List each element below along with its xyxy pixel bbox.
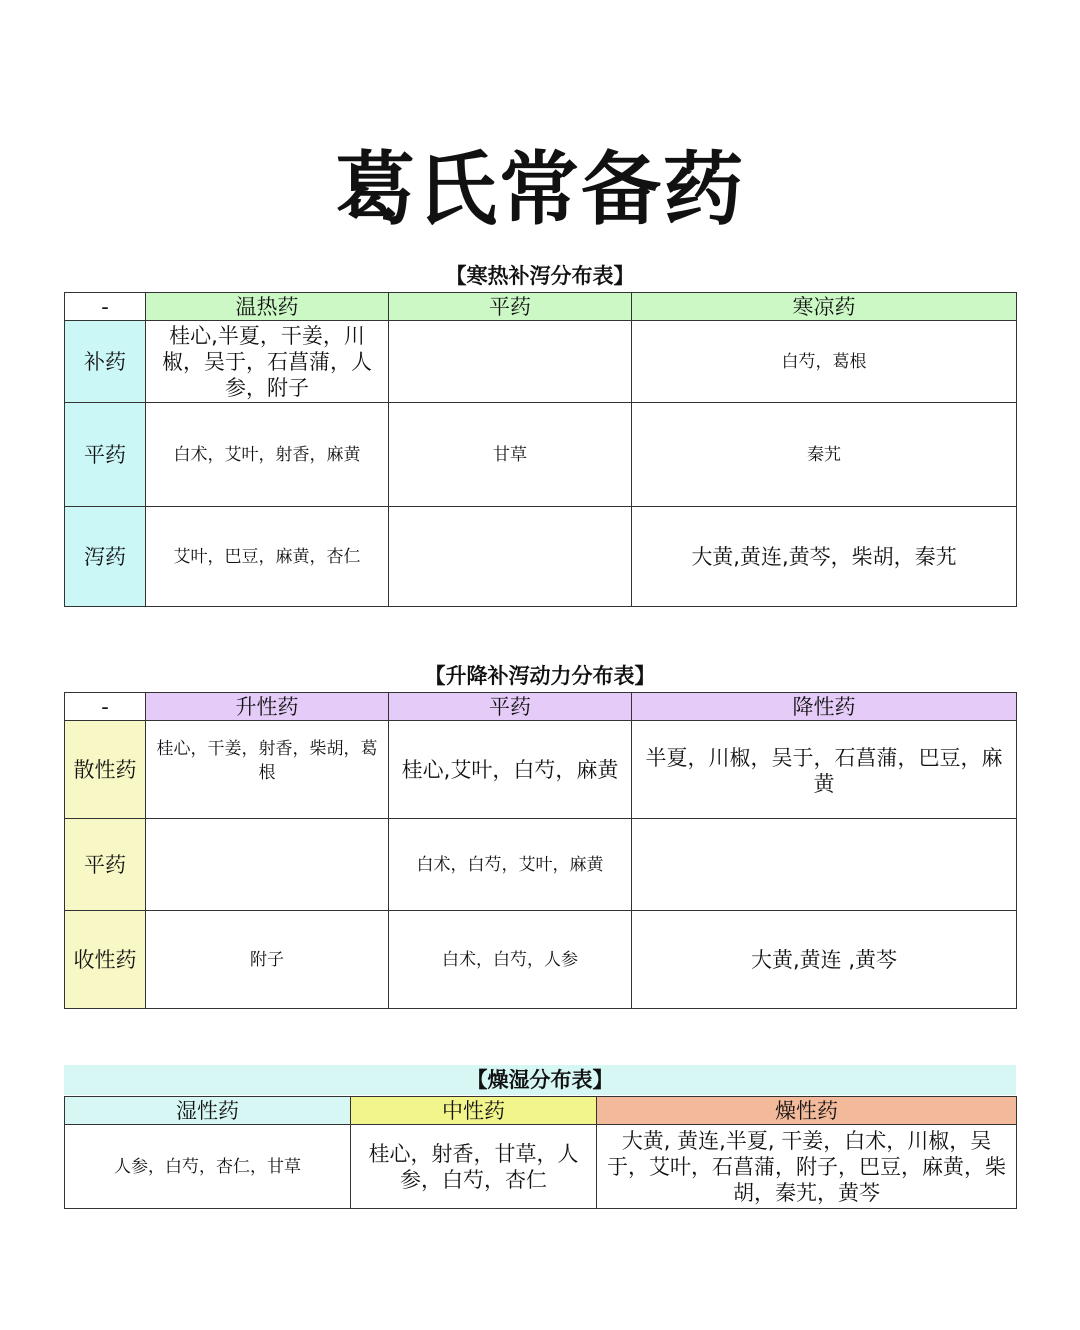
table1-row-tonify: 补药 <box>65 321 146 403</box>
table1-cell: 艾叶，巴豆，麻黄，杏仁 <box>146 507 389 607</box>
table1-cell <box>389 507 632 607</box>
table2-cell: 半夏，川椒，吴于，石菖蒲，巴豆，麻黄 <box>632 721 1017 819</box>
ascend-descend-table <box>64 692 1017 1009</box>
table2-cell: 桂心，干姜，射香，柴胡，葛根 <box>146 721 389 819</box>
table2-row-neutral: 平药 <box>65 819 146 911</box>
table1-col-cool: 寒凉药 <box>632 293 1017 321</box>
table1-corner: - <box>65 293 146 321</box>
table2-row-astringent: 收性药 <box>65 911 146 1009</box>
table3-cell: 桂心，射香，甘草，人参，白芍，杏仁 <box>351 1125 597 1209</box>
table1-cell: 白术，艾叶，射香，麻黄 <box>146 403 389 507</box>
table3-col-dry: 燥性药 <box>597 1097 1017 1125</box>
table2-cell <box>632 819 1017 911</box>
table1-row-neutral: 平药 <box>65 403 146 507</box>
table3-col-damp: 湿性药 <box>65 1097 351 1125</box>
table2-caption: 【升降补泻动力分布表】 <box>424 664 656 688</box>
table2-cell: 大黄,黄连 ,黄芩 <box>632 911 1017 1009</box>
table3-cell: 大黄, 黄连,半夏, 干姜，白术，川椒，吴于，艾叶，石菖蒲，附子，巴豆，麻黄，柴胡，秦艽，黄芩 <box>597 1125 1017 1209</box>
page-title: 葛氏常备药 <box>335 143 745 236</box>
table3-col-neutral: 中性药 <box>351 1097 597 1125</box>
table3-cell: 人参，白芍，杏仁，甘草 <box>65 1125 351 1209</box>
table1-col-neutral: 平药 <box>389 293 632 321</box>
table1-row-purge: 泻药 <box>65 507 146 607</box>
table1-cell: 甘草 <box>389 403 632 507</box>
table1-cell <box>389 321 632 403</box>
table2-cell: 桂心,艾叶，白芍，麻黄 <box>389 721 632 819</box>
table2-col-neutral: 平药 <box>389 693 632 721</box>
cold-heat-table <box>64 292 1017 607</box>
table1-cell: 大黄,黄连,黄芩，柴胡，秦艽 <box>632 507 1017 607</box>
table2-cell: 白术，白芍，艾叶，麻黄 <box>389 819 632 911</box>
table1-col-warm: 温热药 <box>146 293 389 321</box>
table1-caption: 【寒热补泻分布表】 <box>445 264 635 288</box>
table2-corner: - <box>65 693 146 721</box>
table2-col-descending: 降性药 <box>632 693 1017 721</box>
dry-damp-table <box>64 1096 1017 1209</box>
table1-cell: 桂心,半夏，干姜，川椒，吴于，石菖蒲，人参，附子 <box>146 321 389 403</box>
table3-caption: 【燥湿分布表】 <box>64 1065 1016 1095</box>
table2-cell: 白术，白芍，人参 <box>389 911 632 1009</box>
table2-col-ascending: 升性药 <box>146 693 389 721</box>
table2-cell: 附子 <box>146 911 389 1009</box>
table1-cell: 白芍，葛根 <box>632 321 1017 403</box>
table1-cell: 秦艽 <box>632 403 1017 507</box>
table2-row-dispersing: 散性药 <box>65 721 146 819</box>
table2-cell <box>146 819 389 911</box>
